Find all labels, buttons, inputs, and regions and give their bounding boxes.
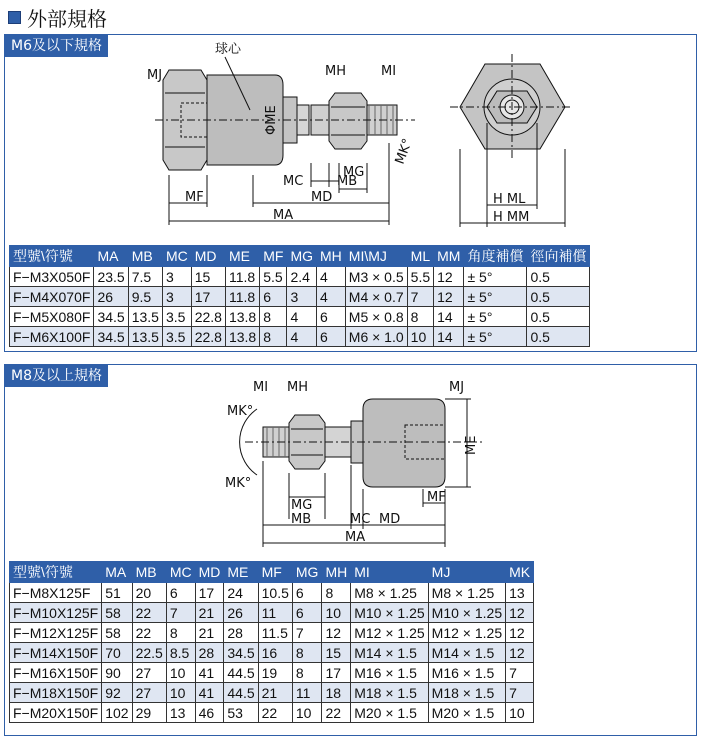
- table-cell: 46: [195, 703, 224, 723]
- table-cell: F−M12X125F: [10, 623, 102, 643]
- label-mj: MJ: [449, 380, 465, 395]
- table-cell: 20: [132, 583, 166, 603]
- table-cell: 58: [102, 623, 132, 643]
- table-cell: 15: [191, 267, 225, 287]
- column-header: 徑向補償: [527, 246, 590, 267]
- column-header: 角度補償: [464, 246, 527, 267]
- table-cell: 8: [407, 307, 433, 327]
- table-cell: 10: [506, 703, 534, 723]
- table-cell: 4: [317, 287, 346, 307]
- table-cell: 8: [292, 663, 322, 683]
- table-cell: 102: [102, 703, 132, 723]
- label-ball-center: 球心: [215, 42, 242, 57]
- table-cell: 11.8: [225, 287, 259, 307]
- table-cell: F−M10X125F: [10, 603, 102, 623]
- table-cell: 7: [506, 663, 534, 683]
- label-mb: MB: [291, 512, 312, 527]
- table-row: [10, 683, 534, 703]
- column-header: MF: [260, 246, 287, 267]
- table-cell: 0.5: [527, 307, 590, 327]
- label-h-ml: H ML: [493, 192, 526, 207]
- table-cell: ± 5°: [464, 327, 527, 347]
- table-cell: 11.5: [258, 623, 292, 643]
- table-cell: 7: [166, 603, 195, 623]
- column-header: MG: [292, 562, 322, 583]
- column-header: MG: [287, 246, 317, 267]
- table-cell: M6 × 1.0: [345, 327, 407, 347]
- table-cell: 6: [317, 307, 346, 327]
- column-header: ML: [407, 246, 433, 267]
- table-cell: 34.5: [94, 327, 128, 347]
- table-cell: 11.8: [225, 267, 259, 287]
- table-cell: 3: [162, 267, 191, 287]
- label-mk-bottom: MK°: [225, 476, 252, 491]
- column-header: ME: [225, 246, 259, 267]
- table-cell: 24: [224, 583, 258, 603]
- label-mc: MC: [350, 512, 371, 527]
- table-cell: M20 × 1.5: [351, 703, 428, 723]
- table-cell: 8: [292, 643, 322, 663]
- column-header: MI: [351, 562, 428, 583]
- table-cell: 23.5: [94, 267, 128, 287]
- table-cell: 7: [292, 623, 322, 643]
- column-header: MC: [162, 246, 191, 267]
- table-cell: 7: [506, 683, 534, 703]
- m6-end-view-drawing: [445, 49, 575, 239]
- column-header: MB: [132, 562, 166, 583]
- column-header: MC: [166, 562, 195, 583]
- table-cell: 17: [322, 663, 351, 683]
- label-mi: MI: [253, 380, 269, 395]
- page-title-row: [8, 4, 107, 30]
- table-cell: 15: [322, 643, 351, 663]
- square-bullet-icon: [8, 11, 21, 24]
- table-cell: 12: [506, 603, 534, 623]
- column-header: MB: [128, 246, 162, 267]
- m6-side-view-drawing: [125, 35, 425, 245]
- table-cell: M3 × 0.5: [345, 267, 407, 287]
- m6-spec-table: [9, 245, 590, 347]
- column-header: MK: [506, 562, 534, 583]
- table-cell: 12: [506, 643, 534, 663]
- table-cell: M14 × 1.5: [428, 643, 505, 663]
- table-cell: 4: [287, 307, 317, 327]
- table-cell: 21: [258, 683, 292, 703]
- table-cell: 34.5: [94, 307, 128, 327]
- table-row: [10, 267, 590, 287]
- table-cell: 13.8: [225, 327, 259, 347]
- section-tag: M6及以下規格: [5, 35, 108, 57]
- table-cell: 10: [166, 683, 195, 703]
- table-cell: 8: [322, 583, 351, 603]
- table-cell: ± 5°: [464, 287, 527, 307]
- label-mk-top: MK°: [227, 404, 254, 419]
- column-header: 型號\符號: [10, 562, 102, 583]
- table-cell: 5.5: [407, 267, 433, 287]
- table-cell: 0.5: [527, 287, 590, 307]
- table-cell: 41: [195, 683, 224, 703]
- table-cell: 22.8: [191, 307, 225, 327]
- table-cell: 28: [195, 643, 224, 663]
- label-mh: MH: [325, 64, 346, 79]
- table-cell: M10 × 1.25: [351, 603, 428, 623]
- table-cell: 10: [322, 603, 351, 623]
- table-cell: 34.5: [224, 643, 258, 663]
- table-cell: M14 × 1.5: [351, 643, 428, 663]
- table-cell: 6: [292, 603, 322, 623]
- table-cell: F−M5X080F: [10, 307, 94, 327]
- table-cell: 17: [191, 287, 225, 307]
- table-row: [10, 287, 590, 307]
- table-cell: 11: [292, 683, 322, 703]
- label-mf: MF: [427, 490, 446, 505]
- table-cell: M10 × 1.25: [428, 603, 505, 623]
- table-cell: 10: [292, 703, 322, 723]
- section-m8-and-above: [4, 364, 697, 736]
- table-row: [10, 603, 534, 623]
- table-cell: 7: [407, 287, 433, 307]
- table-cell: 21: [195, 623, 224, 643]
- column-header: MH: [317, 246, 346, 267]
- table-row: [10, 327, 590, 347]
- label-mh: MH: [287, 380, 308, 395]
- table-cell: ± 5°: [464, 307, 527, 327]
- column-header: MH: [322, 562, 351, 583]
- table-cell: 16: [258, 643, 292, 663]
- m8-side-view-drawing: [205, 369, 495, 555]
- column-header: MD: [195, 562, 224, 583]
- table-row: [10, 643, 534, 663]
- label-ma: MA: [273, 208, 294, 223]
- table-row: [10, 703, 534, 723]
- table-cell: 4: [317, 267, 346, 287]
- table-header-row: [10, 246, 590, 267]
- column-header: MA: [102, 562, 132, 583]
- table-cell: 27: [132, 683, 166, 703]
- table-cell: F−M16X150F: [10, 663, 102, 683]
- table-cell: 26: [224, 603, 258, 623]
- m8-spec-table: [9, 561, 534, 723]
- table-cell: 19: [258, 663, 292, 683]
- column-header: MM: [434, 246, 464, 267]
- table-cell: 10.5: [258, 583, 292, 603]
- table-cell: 13.8: [225, 307, 259, 327]
- table-cell: M16 × 1.5: [428, 663, 505, 683]
- label-mk: MK°: [392, 136, 416, 167]
- label-md: MD: [379, 512, 401, 527]
- table-row: [10, 663, 534, 683]
- page-title: 外部規格: [27, 6, 107, 31]
- table-row: [10, 307, 590, 327]
- table-cell: 13: [506, 583, 534, 603]
- column-header: MJ: [428, 562, 505, 583]
- section-m6-and-below: [4, 34, 697, 352]
- table-cell: M12 × 1.25: [428, 623, 505, 643]
- table-cell: 12: [506, 623, 534, 643]
- table-cell: ± 5°: [464, 267, 527, 287]
- table-cell: M18 × 1.5: [351, 683, 428, 703]
- table-cell: 44.5: [224, 683, 258, 703]
- table-cell: 12: [322, 623, 351, 643]
- table-cell: 6: [317, 327, 346, 347]
- table-cell: 3.5: [162, 327, 191, 347]
- table-cell: M4 × 0.7: [345, 287, 407, 307]
- label-me: ME: [464, 435, 479, 455]
- table-cell: 0.5: [527, 327, 590, 347]
- table-cell: 9.5: [128, 287, 162, 307]
- table-cell: 70: [102, 643, 132, 663]
- column-header: MD: [191, 246, 225, 267]
- table-cell: 44.5: [224, 663, 258, 683]
- table-cell: 28: [224, 623, 258, 643]
- label-md: MD: [311, 190, 333, 205]
- table-cell: 8: [260, 307, 287, 327]
- table-cell: 3: [287, 287, 317, 307]
- table-cell: 2.4: [287, 267, 317, 287]
- table-cell: 13: [166, 703, 195, 723]
- table-cell: 22.8: [191, 327, 225, 347]
- table-cell: F−M14X150F: [10, 643, 102, 663]
- table-cell: M18 × 1.5: [428, 683, 505, 703]
- table-cell: M12 × 1.25: [351, 623, 428, 643]
- table-cell: 51: [102, 583, 132, 603]
- table-cell: 13.5: [128, 307, 162, 327]
- table-cell: M16 × 1.5: [351, 663, 428, 683]
- label-mg: MG: [291, 498, 313, 513]
- table-cell: 17: [195, 583, 224, 603]
- table-cell: 53: [224, 703, 258, 723]
- table-row: [10, 623, 534, 643]
- table-cell: 12: [434, 267, 464, 287]
- label-mi: MI: [381, 64, 397, 79]
- table-cell: 12: [434, 287, 464, 307]
- table-cell: 8: [260, 327, 287, 347]
- table-cell: 90: [102, 663, 132, 683]
- table-cell: F−M6X100F: [10, 327, 94, 347]
- table-cell: 8: [166, 623, 195, 643]
- table-cell: M8 × 1.25: [351, 583, 428, 603]
- table-cell: 22: [132, 603, 166, 623]
- table-cell: 22.5: [132, 643, 166, 663]
- table-cell: 14: [434, 307, 464, 327]
- table-cell: F−M4X070F: [10, 287, 94, 307]
- label-mf: MF: [185, 190, 204, 205]
- section-tag: M8及以上規格: [5, 365, 108, 387]
- table-cell: 22: [322, 703, 351, 723]
- table-cell: 14: [434, 327, 464, 347]
- table-cell: F−M8X125F: [10, 583, 102, 603]
- table-cell: 6: [292, 583, 322, 603]
- table-cell: 6: [260, 287, 287, 307]
- table-cell: F−M18X150F: [10, 683, 102, 703]
- label-ma: MA: [345, 530, 366, 545]
- label-h-mm: H MM: [493, 210, 530, 225]
- table-cell: 7.5: [128, 267, 162, 287]
- table-cell: 22: [132, 623, 166, 643]
- table-cell: 10: [407, 327, 433, 347]
- table-cell: 18: [322, 683, 351, 703]
- table-cell: 26: [94, 287, 128, 307]
- label-mb: MB: [337, 174, 358, 189]
- table-cell: 3.5: [162, 307, 191, 327]
- table-cell: 29: [132, 703, 166, 723]
- column-header: MI\MJ: [345, 246, 407, 267]
- table-cell: 27: [132, 663, 166, 683]
- label-mc: MC: [283, 174, 304, 189]
- table-cell: F−M20X150F: [10, 703, 102, 723]
- table-row: [10, 583, 534, 603]
- table-cell: 92: [102, 683, 132, 703]
- column-header: 型號\符號: [10, 246, 94, 267]
- table-cell: 13.5: [128, 327, 162, 347]
- table-cell: 22: [258, 703, 292, 723]
- column-header: MA: [94, 246, 128, 267]
- table-cell: M8 × 1.25: [428, 583, 505, 603]
- label-mj: MJ: [147, 68, 163, 83]
- table-cell: M20 × 1.5: [428, 703, 505, 723]
- table-cell: F−M3X050F: [10, 267, 94, 287]
- column-header: MF: [258, 562, 292, 583]
- table-cell: 10: [166, 663, 195, 683]
- table-cell: 4: [287, 327, 317, 347]
- label-me: ΦME: [264, 105, 279, 135]
- table-header-row: [10, 562, 534, 583]
- label-mg: MG: [343, 165, 365, 180]
- table-cell: 5.5: [260, 267, 287, 287]
- table-cell: 58: [102, 603, 132, 623]
- table-cell: 21: [195, 603, 224, 623]
- column-header: ME: [224, 562, 258, 583]
- table-cell: 8.5: [166, 643, 195, 663]
- table-cell: 11: [258, 603, 292, 623]
- table-cell: 41: [195, 663, 224, 683]
- table-cell: 3: [162, 287, 191, 307]
- table-cell: M5 × 0.8: [345, 307, 407, 327]
- table-cell: 6: [166, 583, 195, 603]
- table-cell: 0.5: [527, 267, 590, 287]
